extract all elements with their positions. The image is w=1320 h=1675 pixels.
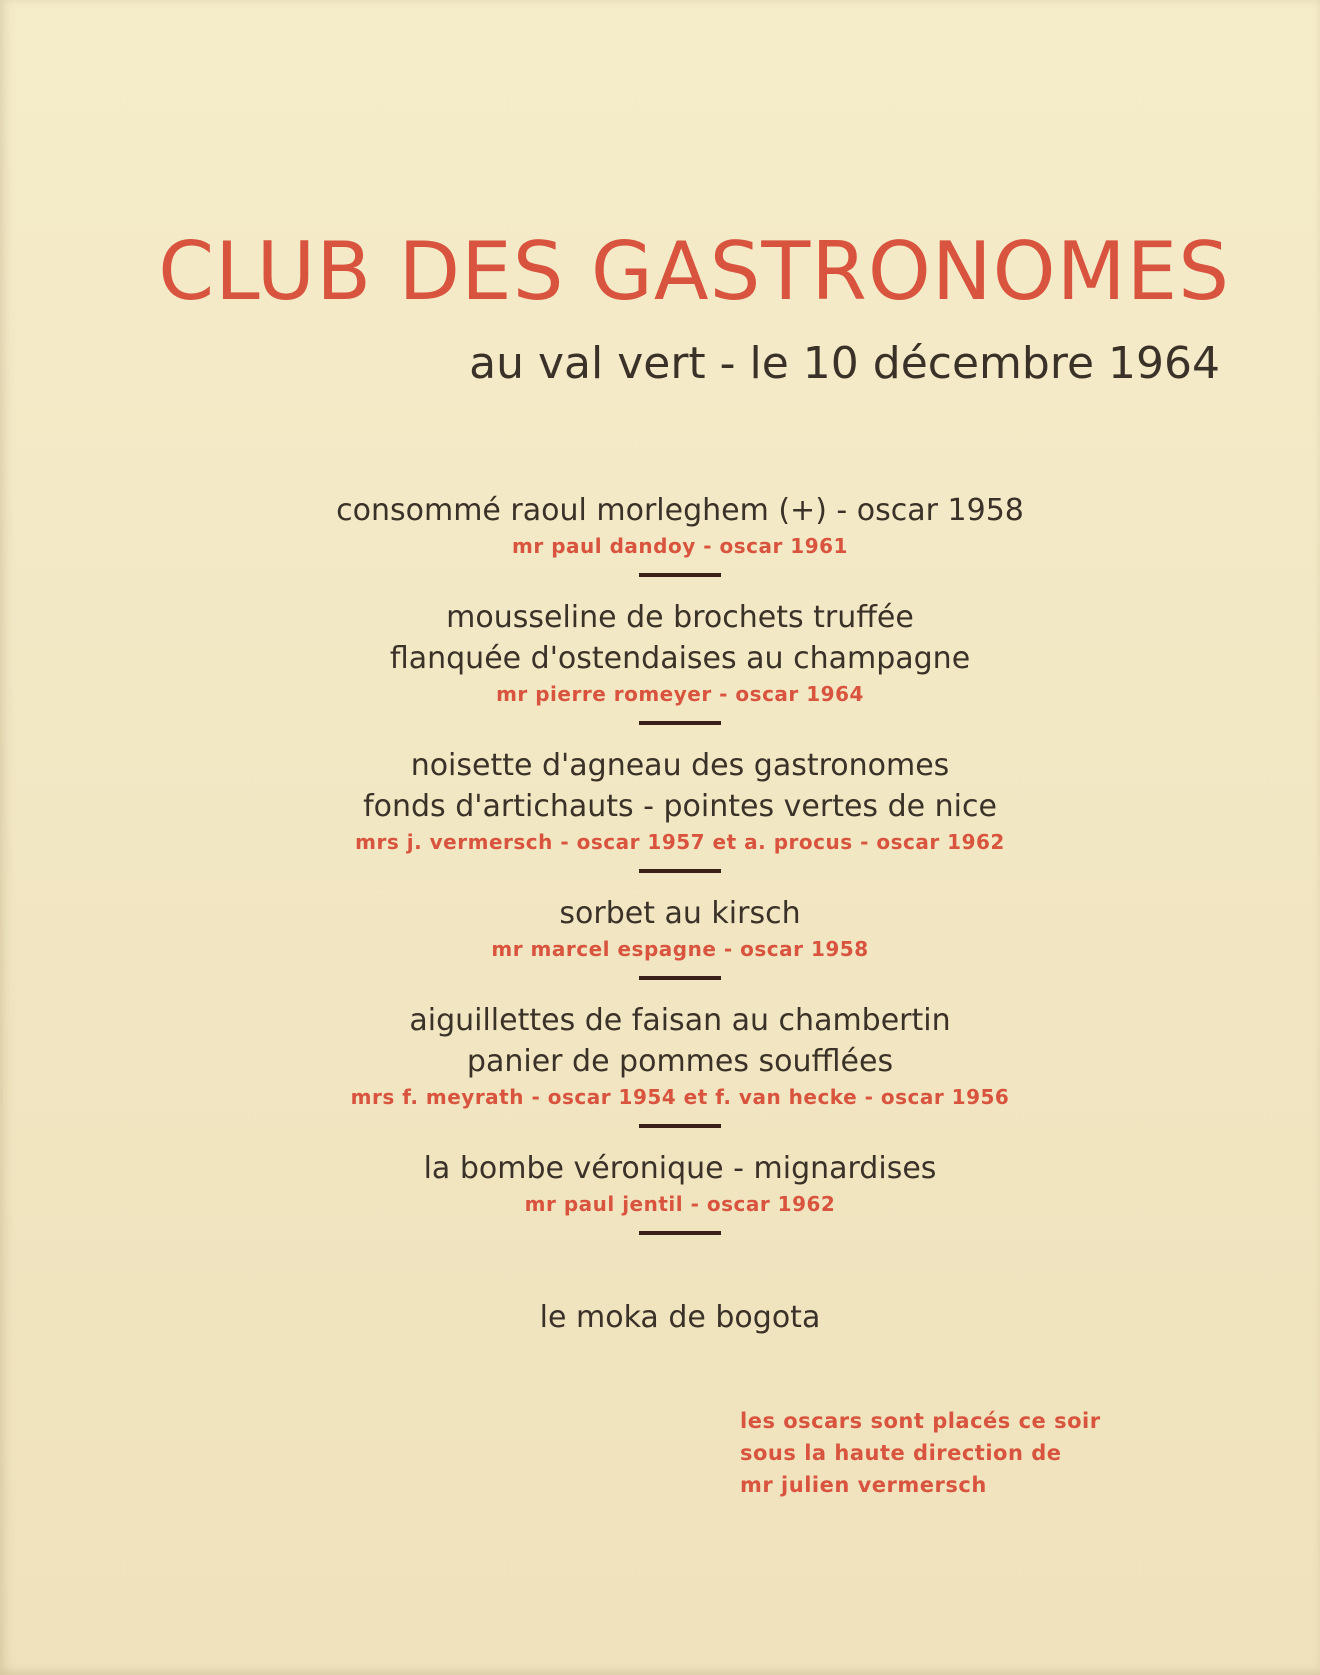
course-6 (160, 1148, 1200, 1235)
dish-line: sorbet au kirsch (559, 896, 801, 931)
chef-credit: mr marcel espagne - oscar 1958 (491, 937, 869, 961)
dish-line: noisette d'agneau des gastronomes (410, 748, 950, 783)
divider (639, 1124, 721, 1128)
footer-note (740, 1405, 1260, 1501)
page-title: CLUB DES GASTRONOMES (158, 225, 1230, 318)
divider (639, 976, 721, 980)
course-3 (160, 745, 1200, 873)
chef-credit: mrs j. vermersch - oscar 1957 et a. procus - oscar 1962 (355, 830, 1005, 854)
dish-line: flanquée d'ostendaises au champagne (389, 641, 971, 676)
footer-note-line: mr julien vermersch (740, 1473, 987, 1497)
footer-note-line: les oscars sont placés ce soir (740, 1409, 1101, 1433)
divider (639, 1231, 721, 1235)
divider (639, 869, 721, 873)
course-5 (160, 1000, 1200, 1128)
dish-line: fonds d'artichauts - pointes vertes de nice (363, 789, 997, 824)
dish-line: panier de pommes soufflées (466, 1044, 894, 1079)
chef-credit: mr pierre romeyer - oscar 1964 (496, 682, 864, 706)
chef-credit: mr paul jentil - oscar 1962 (524, 1192, 836, 1216)
divider (639, 721, 721, 725)
page-subtitle: au val vert - le 10 décembre 1964 (469, 338, 1220, 389)
chef-credit: mrs f. meyrath - oscar 1954 et f. van hecke - oscar 1956 (350, 1085, 1010, 1109)
coffee-line: le moka de bogota (539, 1300, 821, 1335)
footer-note-line: sous la haute direction de (740, 1441, 1062, 1465)
dish-line: aiguillettes de faisan au chambertin (409, 1003, 951, 1038)
course-1 (160, 490, 1200, 577)
chef-credit: mr paul dandoy - oscar 1961 (512, 534, 848, 558)
dish-line: mousseline de brochets truffée (446, 600, 914, 635)
dish-line: consommé raoul morleghem (+) - oscar 1958 (336, 493, 1024, 528)
course-2 (160, 597, 1200, 725)
course-4 (160, 893, 1200, 980)
course-list (160, 490, 1200, 1255)
dish-line: la bombe véronique - mignardises (423, 1151, 937, 1186)
divider (639, 573, 721, 577)
